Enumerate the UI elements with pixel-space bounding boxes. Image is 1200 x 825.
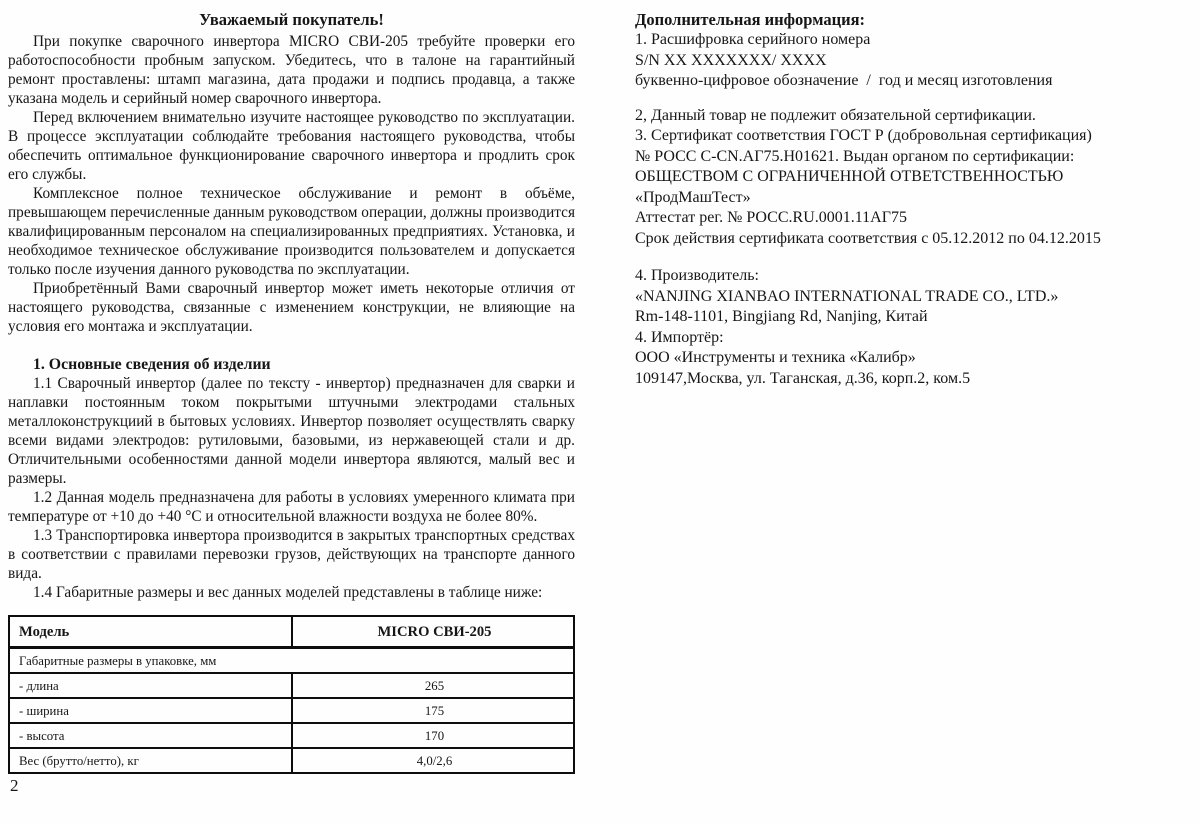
section-1-paragraph: 1.3 Транспортировка инвертора производится в закрытых транспортных средствах в соответствии с правилами перевозки грузов, действующих на транспорте данного вида.	[8, 527, 575, 582]
certification-line: 2, Данный товар не подлежит обязательной сертификации.	[635, 106, 1036, 124]
serial-line: S/N XX XXXXXXX/ XXXX	[635, 51, 827, 69]
table-row	[9, 698, 574, 723]
serial-line: 1. Расшифровка серийного номера	[635, 31, 871, 48]
manufacturer-block	[635, 266, 1190, 389]
additional-info-title: Дополнительная информация:	[635, 10, 866, 29]
table-row-label: Вес (брутто/нетто), кг	[9, 748, 292, 773]
table-row-value: 265	[292, 673, 574, 698]
table-row-value: 170	[292, 723, 574, 748]
section-1-paragraph: 1.4 Габаритные размеры и вес данных моделей представлены в таблице ниже:	[33, 584, 543, 601]
table-header-model-label: Модель	[9, 616, 292, 648]
manufacturer-line: 4. Производитель:	[635, 267, 759, 284]
intro-paragraph: Комплексное полное техническое обслуживание и ремонт в объёме, превышающем перечисленные данным руководством операции, должны производится квалифицированным персоналом на специализированных предприятиях. Установка, и необходимое техническое обслуживание производится пользователем и допускается только после изучения данного руководства по эксплуатации.	[8, 185, 575, 278]
table-row	[9, 748, 574, 773]
greeting-title: Уважаемый покупатель!	[199, 10, 384, 29]
manufacturer-line: 4. Импортёр:	[635, 328, 724, 346]
certification-line: Аттестат рег. № РОСС.RU.0001.11АГ75	[635, 209, 907, 226]
manufacturer-line: ООО «Инструменты и техника «Калибр»	[635, 349, 916, 366]
certification-line: «ПродМашТест»	[635, 188, 751, 206]
serial-number-block	[635, 30, 1190, 92]
table-row-label: - высота	[9, 723, 292, 748]
table-header-model-value: MICRO СВИ-205	[292, 616, 574, 648]
table-row	[9, 673, 574, 698]
certification-line: 3. Сертификат соответствия ГОСТ Р (добровольная сертификация)	[635, 127, 1092, 144]
table-row-label: - ширина	[9, 698, 292, 723]
right-column	[635, 9, 1190, 389]
section-1-heading: 1. Основные сведения об изделии	[33, 356, 271, 373]
section-1-paragraph: 1.1 Сварочный инвертор (далее по тексту - инвертор) предназначен для сварки и наплавки постоянным током покрытыми штучными электродами стальных металлоконструкциий в бытовых условиях. Инвертор позволяет осуществлять сварку всеми видами электродов: рутиловыми, базовыми, из нержавеющей стали и др. Отличительными особенностями данной модели инвертора являются, малый вес и размеры.	[8, 375, 575, 487]
section-1-paragraph: 1.2 Данная модель предназначена для работы в условиях умеренного климата при температуре от +10 до +40 °С и относительной влажности воздуха не более 80%.	[8, 489, 575, 525]
manufacturer-line: «NANJING XIANBAO INTERNATIONAL TRADE CO., LTD.»	[635, 287, 1059, 305]
table-row-value: 175	[292, 698, 574, 723]
intro-paragraph: Перед включением внимательно изучите настоящее руководство по эксплуатации. В процессе эксплуатации соблюдайте требования настоящего руководства, чтобы обеспечить оптимальное функционирование сварочного инвертора и продлить срок его службы.	[8, 109, 575, 183]
dimensions-table	[8, 615, 575, 774]
left-column	[8, 10, 575, 796]
certification-line: Срок действия сертификата соответствия с 05.12.2012 по 04.12.2015	[635, 229, 1101, 247]
serial-line: буквенно-цифровое обозначение / год и месяц изготовления	[635, 72, 1053, 89]
certification-line: ОБЩЕСТВОМ С ОГРАНИЧЕННОЙ ОТВЕТСТВЕННОСТЬЮ	[635, 168, 1064, 185]
intro-paragraph: При покупке сварочного инвертора MICRO СВИ-205 требуйте проверки его работоспособности пробным запуском. Убедитесь, что в талоне на гарантийный ремонт проставлены: штамп магазина, дата продажи и подпись продавца, а также указана модель и серийный номер сварочного инвертора.	[8, 33, 575, 107]
page-number: 2	[10, 776, 19, 795]
certification-line: № РОСС C-CN.АГ75.Н01621. Выдан органом по сертификации:	[635, 147, 1075, 165]
intro-paragraph: Приобретённый Вами сварочный инвертор может иметь некоторые отличия от настоящего руководства, связанные с изменением конструкции, не влияющие на условия его монтажа и эксплуатации.	[8, 280, 575, 335]
table-row-label: - длина	[9, 673, 292, 698]
table-span-row-label: Габаритные размеры в упаковке, мм	[9, 648, 574, 674]
table-row	[9, 723, 574, 748]
manufacturer-line: 109147,Москва, ул. Таганская, д.36, корп.2, ком.5	[635, 369, 971, 387]
manufacturer-line: Rm-148-1101, Bingjiang Rd, Nanjing, Китай	[635, 308, 928, 325]
table-row-value: 4,0/2,6	[292, 748, 574, 773]
table-header-row	[9, 616, 574, 648]
certification-block	[635, 106, 1190, 250]
table-span-row	[9, 648, 574, 674]
